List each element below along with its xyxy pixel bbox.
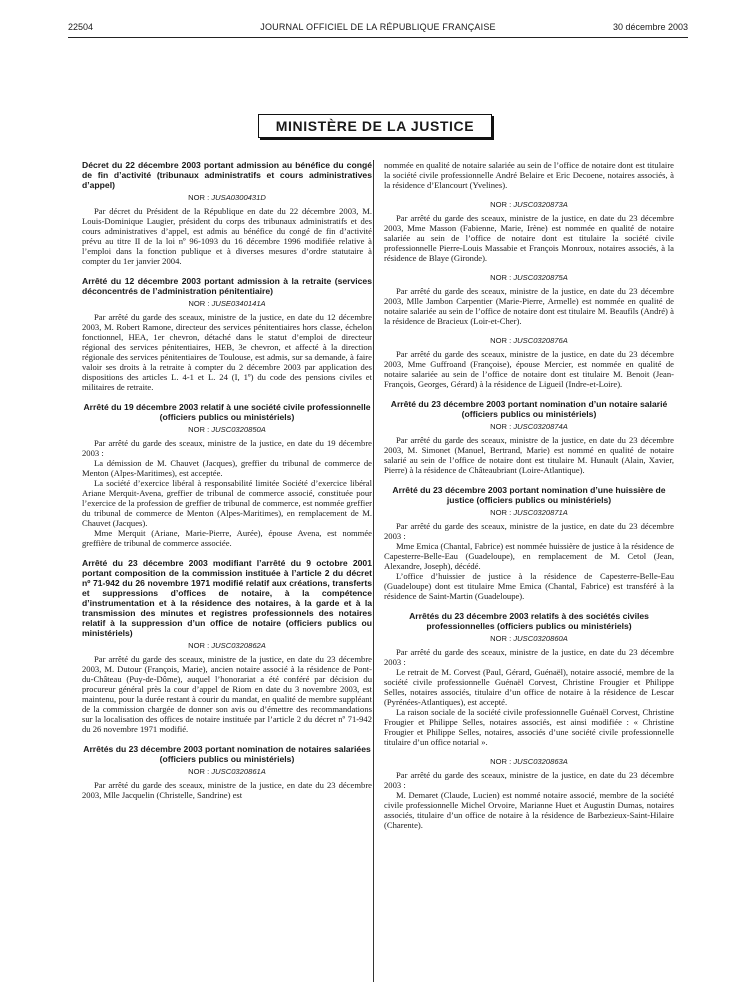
page-number: 22504: [68, 22, 94, 32]
article: [384, 485, 674, 601]
nor-code: JUSC0320873A: [513, 200, 568, 209]
nor-code: JUSE0340141A: [211, 299, 266, 308]
nor-code: JUSC0320871A: [513, 508, 568, 517]
nor-reference: [384, 422, 674, 431]
nor-label: NOR :: [490, 336, 514, 345]
article-paragraph: Le retrait de M. Corvest (Paul, Gérard, Guénaël), notaire associé, membre de la société civile professionnelle Guénaël Corvest, Christine Frougier et Philippe Selles, notaires associés, titulaire d’un office de notaire à la résidence de Lescar (Pyrénées-Atlantiques), est accepté.: [384, 667, 674, 707]
nor-reference: [82, 299, 372, 308]
nor-label: NOR :: [490, 200, 514, 209]
article-title: Arrêté du 19 décembre 2003 relatif à une société civile professionnelle (officiers publics ou ministériels): [83, 402, 371, 422]
column-divider: [373, 160, 374, 982]
article: [82, 276, 372, 392]
article-paragraph: La raison sociale de la société civile professionnelle Guénaël Corvest, Christine Frougier et Philippe Selles, notaires associés, est ainsi modifiée : « Christine Frougier et Philippe Selles, notaires, associés d’une société civile professionnelle titulaire d’un office notarial ».: [384, 707, 674, 747]
article: [82, 744, 372, 800]
nor-label: NOR :: [188, 767, 212, 776]
nor-code: JUSC0320876A: [513, 336, 568, 345]
article-title: Arrêté du 12 décembre 2003 portant admission à la retraite (services déconcentrés de l’administration pénitentiaire): [82, 276, 372, 296]
header-rule: [68, 37, 688, 38]
article-title: Arrêté du 23 décembre 2003 portant nomination d’un notaire salarié (officiers publics ou ministériels): [390, 399, 668, 419]
right-column: [384, 160, 674, 980]
nor-label: NOR :: [188, 299, 212, 308]
nor-label: NOR :: [188, 425, 212, 434]
article-paragraph: Par arrêté du garde des sceaux, ministre de la justice, en date du 19 décembre 2003 :: [82, 438, 372, 458]
article: [384, 336, 674, 389]
article-paragraph: La démission de M. Chauvet (Jacques), greffier du tribunal de commerce de Menton (Alpes-Maritimes), est acceptée.: [82, 458, 372, 478]
article-paragraph: L’office d’huissier de justice à la résidence de Capesterre-Belle-Eau (Guadeloupe) dont est titulaire Mme Emica (Chantal, Fabrice) est transféré à la résidence de Saint-Martin (Guadeloupe).: [384, 571, 674, 601]
nor-reference: [384, 200, 674, 209]
article-paragraph: Par arrêté du garde des sceaux, ministre de la justice, en date du 23 décembre 2003, Mlle Jacquelin (Christelle, Sandrine) est: [82, 780, 372, 800]
nor-reference: [82, 767, 372, 776]
nor-code: JUSC0320850A: [211, 425, 266, 434]
nor-code: JUSC0320874A: [513, 422, 568, 431]
nor-reference: [384, 634, 674, 643]
nor-reference: [82, 193, 372, 202]
left-column: [82, 160, 372, 980]
nor-label: NOR :: [490, 273, 514, 282]
article-paragraph: Par arrêté du garde des sceaux, ministre de la justice, en date du 23 décembre 2003, Mme Guffroand (Françoise), épouse Mercier, est nommée en qualité de notaire salariée au sein de l’office de notaire dont est titulaire M. Benoit (Jean-François, Georges, Gérard) à la résidence de Ligueil (Indre-et-Loire).: [384, 349, 674, 389]
article: [384, 273, 674, 326]
nor-reference: [384, 273, 674, 282]
article-title: Arrêtés du 23 décembre 2003 relatifs à des sociétés civiles professionnelles (officiers publics ou ministériels): [409, 611, 649, 631]
nor-label: NOR :: [188, 641, 212, 650]
nor-code: JUSC0320862A: [211, 641, 266, 650]
article: [384, 200, 674, 263]
article: [82, 402, 372, 548]
page-header: [68, 22, 688, 38]
article: [82, 160, 372, 266]
nor-label: NOR :: [188, 193, 212, 202]
article-paragraph: Par arrêté du garde des sceaux, ministre de la justice, en date du 23 décembre 2003 :: [384, 770, 674, 790]
article-paragraph: Par arrêté du garde des sceaux, ministre de la justice, en date du 23 décembre 2003 :: [384, 647, 674, 667]
nor-reference: [82, 641, 372, 650]
article-paragraph: Par arrêté du garde des sceaux, ministre de la justice, en date du 23 décembre 2003, Mme Masson (Fabienne, Marie, Irène) est nommée en qualité de notaire salariée au sein de l’office de notaire dont est titulaire la société civile professionnelle Pierre-Louis Massabie et François Monroux, notaires associés, à la résidence de Blaye (Gironde).: [384, 213, 674, 263]
article-paragraph: Mme Emica (Chantal, Fabrice) est nommée huissière de justice à la résidence de Capesterre-Belle-Eau (Guadeloupe), en remplacement de M. Cetol (Jean, Alexandre, Joseph), décédé.: [384, 541, 674, 571]
nor-code: JUSA0300431D: [211, 193, 266, 202]
article-paragraph: Par décret du Président de la République en date du 22 décembre 2003, M. Louis-Dominique Laugier, président du corps des tribunaux administratifs et des cours administratives d’appel, est admis au bénéfice du congé de fin d’activité prévu au titre II de la loi nº 96-1093 du 16 décembre 1996 modifiée relative à l’emploi dans la fonction publique et à diverses mesures d’ordre statutaire à compter du 1er janvier 2004.: [82, 206, 372, 266]
article-paragraph: nommée en qualité de notaire salariée au sein de l’office de notaire dont est titulaire la société civile professionnelle André Belaire et Eric Decoene, notaires associés, à la résidence d’Elancourt (Yvelines).: [384, 160, 674, 190]
nor-label: NOR :: [490, 757, 514, 766]
article-title: Arrêté du 23 décembre 2003 modifiant l’arrêté du 9 octobre 2001 portant composition de la commission instituée à l’article 2 du décret nº 71-942 du 26 novembre 1971 modifié relatif aux créations, transferts et suppressions d’offices de notaire, à la compétence d’instrumentation et à la résidence des notaires, à la garde et à la transmission des minutes et registres professionnels des notaires relatif à la suppression d’un office de notaire (officiers publics ou ministériels): [82, 558, 372, 638]
nor-code: JUSC0320861A: [211, 767, 266, 776]
article: [384, 757, 674, 830]
nor-code: JUSC0320863A: [513, 757, 568, 766]
nor-code: JUSC0320860A: [513, 634, 568, 643]
nor-reference: [82, 425, 372, 434]
ministry-heading: MINISTÈRE DE LA JUSTICE: [258, 114, 492, 138]
article-paragraph: Par arrêté du garde des sceaux, ministre de la justice, en date du 23 décembre 2003 :: [384, 521, 674, 541]
article-paragraph: Mme Merquit (Ariane, Marie-Pierre, Aurée), épouse Avena, est nommée greffière de tribunal de commerce associée.: [82, 528, 372, 548]
issue-date: 30 décembre 2003: [612, 22, 688, 32]
journal-title: JOURNAL OFFICIEL DE LA RÉPUBLIQUE FRANÇAISE: [260, 22, 496, 32]
article: [82, 558, 372, 734]
article-paragraph: Par arrêté du garde des sceaux, ministre de la justice, en date du 23 décembre 2003, M. Simonet (Manuel, Bertrand, Marie) est nommé en qualité de notaire salarié au sein de l’office de notaire dont est titulaire M. Hunault (Alain, Xavier, Pierre) à la résidence de Châteaubriant (Loire-Atlantique).: [384, 435, 674, 475]
nor-label: NOR :: [490, 422, 514, 431]
article-paragraph: Par arrêté du garde des sceaux, ministre de la justice, en date du 12 décembre 2003, M. Robert Ramone, directeur des services pénitentiaires hors classe, échelon fonctionnel, HEA, 1er chevron, détaché dans le statut d’emploi de directeur régional des services pénitentiaires, HEB, 3e chevron, et affecté à la direction régionale des services pénitentiaires de Toulouse, est admis, sur sa demande, à faire valoir ses droits à la retraite à compter du 2 décembre 2003 par application des dispositions des articles L. 4-1 et L. 24 (I, 1º) du code des pensions civiles et militaires de retraite.: [82, 312, 372, 392]
article-paragraph: Par arrêté du garde des sceaux, ministre de la justice, en date du 23 décembre 2003, Mlle Jambon Carpentier (Marie-Pierre, Armelle) est nommée en qualité de notaire salariée au sein de l’office de notaire dont est titulaire M. Beaufils (André) à la résidence de Bracieux (Loir-et-Cher).: [384, 286, 674, 326]
nor-reference: [384, 757, 674, 766]
nor-code: JUSC0320875A: [513, 273, 568, 282]
nor-label: NOR :: [490, 634, 514, 643]
article-paragraph: M. Demaret (Claude, Lucien) est nommé notaire associé, membre de la société civile professionnelle Michel Orvoire, Marianne Huet et Augustin Dumas, notaires associés, titulaire d’un office de notaire à la résidence de Barbezieux-Saint-Hilaire (Charente).: [384, 790, 674, 830]
article-title: Décret du 22 décembre 2003 portant admission au bénéfice du congé de fin d’activité (tribunaux administratifs et cours administratives d’appel): [82, 160, 372, 190]
nor-reference: [384, 508, 674, 517]
article: [384, 160, 674, 190]
article-title: Arrêtés du 23 décembre 2003 portant nomination de notaires salariées (officiers publics ou ministériels): [83, 744, 371, 764]
nor-reference: [384, 336, 674, 345]
article: [384, 399, 674, 475]
article-paragraph: La société d’exercice libéral à responsabilité limitée Société d’exercice libéral Ariane Merquit-Avena, greffier de tribunal de commerce associé, constituée pour l’exercice de la profession de greffier de tribunal de commerce, est nommée greffier du tribunal de commerce de Menton (Alpes-Maritimes), en remplacement de M. Chauvet (Jacques).: [82, 478, 372, 528]
article: [384, 611, 674, 747]
nor-label: NOR :: [490, 508, 514, 517]
article-paragraph: Par arrêté du garde des sceaux, ministre de la justice, en date du 23 décembre 2003, M. Dutour (François, Marie), ancien notaire associé à la résidence de Pont-du-Château (Puy-de-Dôme), auquel l’honorariat a été conféré par décision du procureur général près la cour d’appel de Riom en date du 3 novembre 2003, est maintenu, pour la durée restant à courir du mandat, en qualité de membre suppléant de la commission chargée de donner son avis ou d’émettre des recommandations sur la localisation des offices de notaire instituée par l’article 2 du décret nº 71-942 du 26 novembre 1971 modifié.: [82, 654, 372, 734]
article-title: Arrêté du 23 décembre 2003 portant nomination d’une huissière de justice (officiers publics ou ministériels): [392, 485, 666, 505]
